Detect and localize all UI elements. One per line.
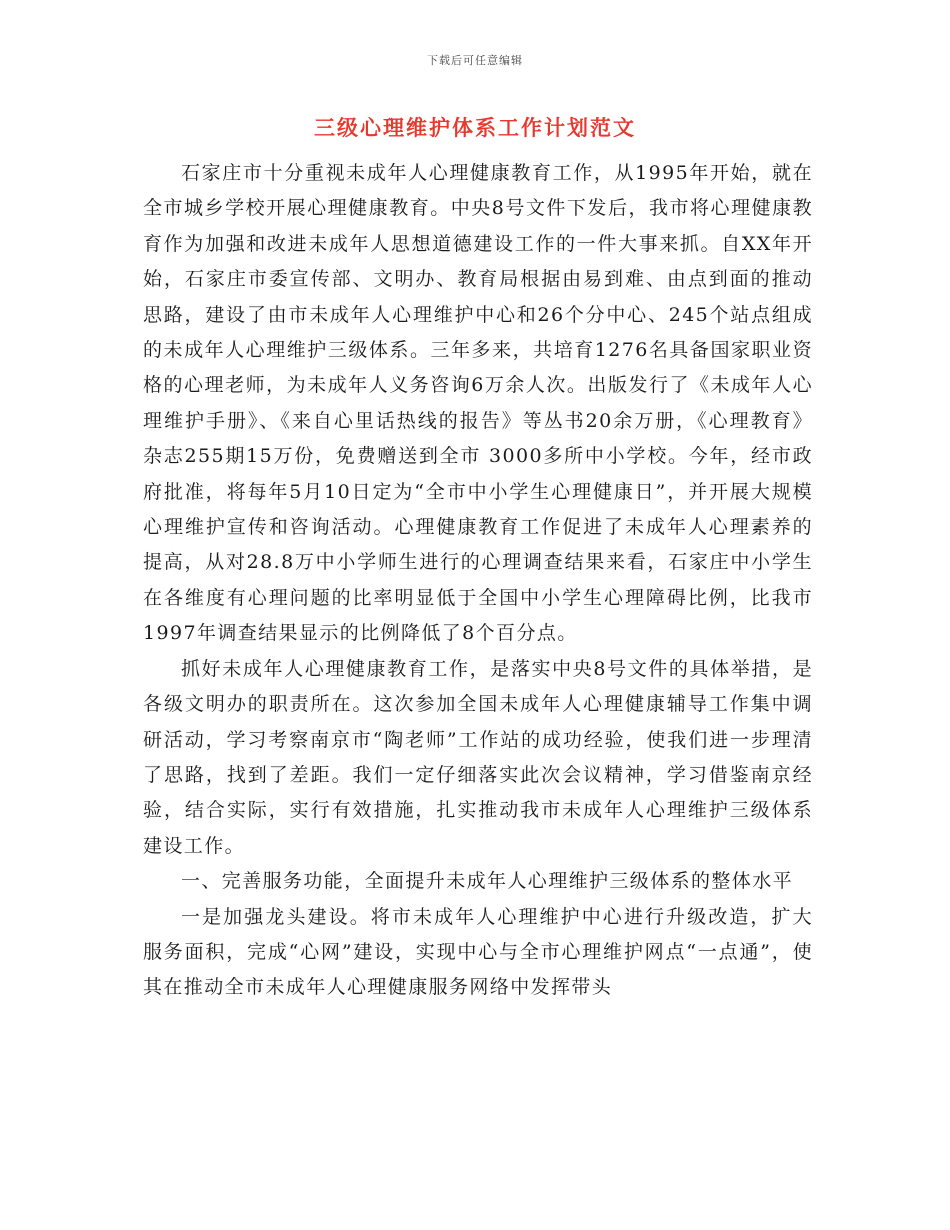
page-header-note: 下载后可任意编辑: [427, 54, 523, 67]
paragraph-point-1: 一是加强龙头建设。将市未成年人心理维护中心进行升级改造，扩大服务面积，完成“心网”建设，实现中心与全市心理维护网点“一点通”，使其在推动全市未成年人心理健康服务网络中发挥带头: [143, 905, 813, 999]
document-title: 三级心理维护体系工作计划范文: [314, 115, 636, 140]
document-body: [143, 156, 813, 1006]
paragraph-significance: 抓好未成年人心理健康教育工作，是落实中央8号文件的具体举措，是各级文明办的职责所在。这次参加全国未成年人心理健康辅导工作集中调研活动，学习考察南京市“陶老师”工作站的成功经验，使我们进一步理清了思路，找到了差距。我们一定仔细落实此次会议精神，学习借鉴南京经验，结合实际，实行有效措施，扎实推动我市未成年人心理维护三级体系建设工作。: [143, 657, 813, 857]
section-heading-1: 一、完善服务功能，全面提升未成年人心理维护三级体系的整体水平: [181, 870, 794, 893]
paragraph-intro: 石家庄市十分重视未成年人心理健康教育工作，从1995年开始，就在全市城乡学校开展心理健康教育。中央8号文件下发后，我市将心理健康教育作为加强和改进未成年人思想道德建设工作的一件大事来抓。自XX年开始，石家庄市委宣传部、文明办、教育局根据由易到难、由点到面的推动思路，建设了由市未成年人心理维护中心和26个分中心、245个站点组成的未成年人心理维护三级体系。三年多来，共培育1276名具备国家职业资格的心理老师，为未成年人义务咨询6万余人次。出版发行了《未成年人心理维护手册》、《来自心里话热线的报告》等丛书20余万册，《心理教育》杂志255期15万份，免费赠送到全市 3000多所中小学校。今年，经市政府批准，将每年5月10日定为“全市中小学生心理健康日”，并开展大规模心理维护宣传和咨询活动。心理健康教育工作促进了未成年人心理素养的提高，从对28.8万中小学师生进行的心理调查结果来看，石家庄中小学生在各维度有心理问题的比率明显低于全国中小学生心理障碍比例，比我市1997年调查结果显示的比例降低了8个百分点。: [143, 162, 813, 645]
